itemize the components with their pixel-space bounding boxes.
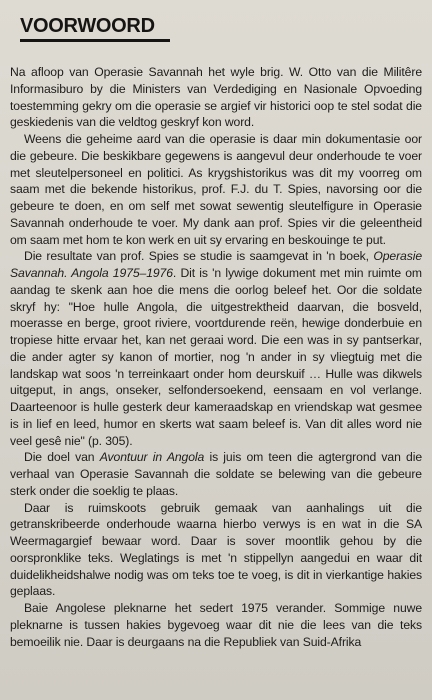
paragraph-1 <box>10 64 422 131</box>
paragraph-6 <box>10 600 422 650</box>
page-heading: VOORWOORD <box>20 15 155 37</box>
body-text <box>10 64 422 650</box>
text-run: Die doel van <box>24 450 100 465</box>
heading-block <box>10 14 422 42</box>
text-run: . Dit is 'n lywige dokument met min ruimte om aandag te skenk aan hoe die mens die oorlog beleef het. Oor die soldate skryf hy: "Hoe hulle Angola, die uitgestrektheid daarvan, die bosveld, moerasse en berge, groot riviere, voortdurende reën, hewige donderbuie en tropiese hitte ervaar het, kan net geraai word. Die een was in sy pantserkar, die ander agter sy kanon of mortier, nog 'n ander in sy vliegtuig met die landskap wat soos 'n terreinkaart onder hom deurskuif … Hulle was dikwels uitgeput, in angs, onseker, selfondersoekend, eensaam en vol verlange. Daarteenoor is hulle gesterk deur kameraadskap en vriendskap wat gesmee is in lief en leed, humor en skerts wat saam beleef is. Van dit alles word nie veel gesê nie" (p. 305). <box>10 266 422 448</box>
text-run: Baie Angolese pleknarne het sedert 1975 verander. Sommige nuwe pleknarne is tussen hakies bygevoeg waar dit nie die lees van die teks bemoeilik nie. Daar is deurgaans na die Republiek van Suid-Afrika <box>10 601 422 649</box>
text-run: Daar is ruimskoots gebruik gemaak van aanhalings uit die getranskribeerde onderhoude waarna hierbo verwys is en wat in die SA Weermagargief bewaar word. Daar is sover moontlik gehou by die oorspronklike teks. Weglatings is met 'n stippellyn aangedui en waar dit duidelikheidshalwe nodig was om teks toe te voeg, is dit in vierkantige hakies geplaas. <box>10 500 422 599</box>
heading-underline <box>20 39 170 42</box>
paragraph-4 <box>10 449 422 499</box>
text-run: is juis om teen die agtergrond van die verhaal van Operasie Savannah die soldate se belewing van die gebeure sterk onder die soeklig te plaas. <box>10 450 422 498</box>
text-run: Weens die geheime aard van die operasie is daar min dokumentasie oor die gebeure. Die beskikbare gegewens is aangevul deur onderhoude te voer met sleutelpersoneel en politici. As krygshistorikus was dit my voorreg om saam met die bekende historikus, prof. F.J. du T. Spies, navorsing oor die gebeure te doen, en om self met sowat sewentig sleutelfigure in Operasie Savannah onderhoude te voer. My dank aan prof. Spies vir die geleentheid om saam met hom te kon werk en uit sy ervaring en beskouinge te put. <box>10 132 422 247</box>
italic-title: Avontuur in Angola <box>99 450 205 465</box>
paragraph-2 <box>10 131 422 248</box>
paragraph-3 <box>10 248 422 449</box>
paragraph-5 <box>10 500 422 601</box>
text-run: Die resultate van prof. Spies se studie is saamgevat in 'n boek, <box>24 249 374 264</box>
italic-title: Operasie Savannah. Angola 1975–1976 <box>10 249 422 280</box>
text-run: Na afloop van Operasie Savannah het wyle brig. W. Otto van die Militêre Informasiburo by die Ministers van Verdediging en Nasionale Opvoeding toestemming gekry om die operasie se argief vir historici oop te stel sodat die geskiedenis van die veldtog geskryf kon word. <box>10 65 422 130</box>
